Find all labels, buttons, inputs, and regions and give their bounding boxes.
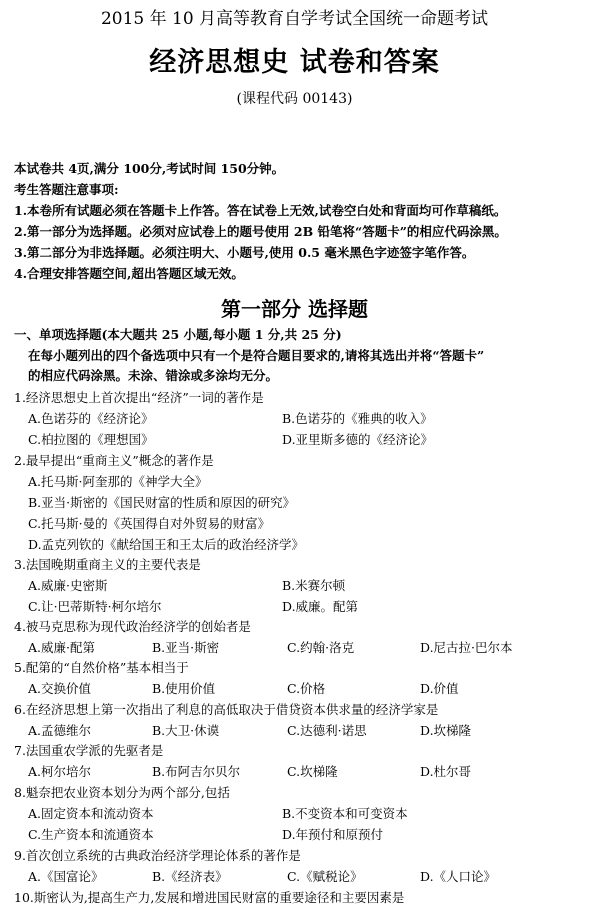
answer-option: A.托马斯·阿奎那的《神学大全》 (28, 474, 208, 489)
answer-option: C.约翰·洛克 (287, 640, 355, 655)
section-title: 第一部分 选择题 (221, 297, 368, 321)
answer-option: D.杜尔哥 (420, 764, 472, 779)
answer-option: A.孟德维尔 (28, 723, 92, 738)
answer-option: A.《国富论》 (28, 869, 104, 884)
answer-option: D.威廉。配第 (282, 599, 359, 614)
answer-option: A.威廉·配第 (28, 640, 95, 655)
question-stem: 7.法国重农学派的先驱者是 (14, 743, 164, 758)
answer-option: C.柏拉图的《理想国》 (28, 432, 154, 447)
answer-option: A.柯尔培尔 (28, 764, 92, 779)
answer-option: A.威廉·史密斯 (28, 578, 108, 593)
answer-option: B.色诺芬的《雅典的收入》 (282, 411, 433, 426)
answer-option: D.坎梯隆 (420, 723, 472, 738)
answer-option: D.《人口论》 (420, 869, 497, 884)
answer-option: B.不变资本和可变资本 (282, 806, 408, 821)
answer-option: C.达德利·诺思 (287, 723, 367, 738)
question-stem: 10.斯密认为,提高生产力,发展和增进国民财富的重要途径和主要因素是 (14, 890, 405, 905)
answer-option: A.交换价值 (28, 681, 92, 696)
answer-option: A.色诺芬的《经济论》 (28, 411, 154, 426)
answer-option: B.布阿吉尔贝尔 (152, 764, 241, 779)
directions-line: 在每小题列出的四个备选项中只有一个是符合题目要求的,请将其选出并将“答题卡” (28, 348, 485, 363)
question-stem: 5.配第的“自然价格”基本相当于 (14, 660, 189, 675)
answer-option: D.价值 (420, 681, 459, 696)
question-stem: 1.经济思想史上首次提出“经济”一词的著作是 (14, 390, 264, 405)
answer-option: B.亚当·斯密 (152, 640, 220, 655)
instruction-line: 本试卷共 4页,满分 100分,考试时间 150分钟。 (14, 161, 285, 176)
question-stem: 6.在经济思想上第一次指出了利息的高低取决于借贷资本供求量的经济学家是 (14, 702, 439, 717)
exam-header-line: 2015 年 10 月高等教育自学考试全国统一命题考试 (100, 9, 489, 29)
answer-option: D.亚里斯多德的《经济论》 (282, 432, 434, 447)
question-stem: 2.最早提出“重商主义”概念的著作是 (14, 453, 214, 468)
instruction-line: 3.第二部分为非选择题。必须注明大、小题号,使用 0.5 毫米黑色字迹签字笔作答。 (14, 245, 475, 260)
answer-option: B.《经济表》 (152, 869, 228, 884)
answer-option: A.固定资本和流动资本 (28, 806, 154, 821)
answer-option: C.生产资本和流通资本 (28, 827, 154, 842)
directions-line: 的相应代码涂黑。未涂、错涂或多涂均无分。 (28, 368, 279, 383)
answer-option: D.尼古拉·巴尔本 (420, 640, 513, 655)
instruction-line: 2.第一部分为选择题。必须对应试卷上的题号使用 2B 铅笔将“答题卡”的相应代码涂黑。 (14, 224, 507, 239)
question-stem: 4.被马克思称为现代政治经济学的创始者是 (14, 619, 251, 634)
answer-option: B.大卫·休谟 (152, 723, 220, 738)
answer-option: C.让·巴蒂斯特·柯尔培尔 (28, 599, 162, 614)
question-stem: 8.魁奈把农业资本划分为两个部分,包括 (14, 785, 230, 800)
question-stem: 3.法国晚期重商主义的主要代表是 (14, 557, 201, 572)
answer-option: C.《赋税论》 (287, 869, 363, 884)
instruction-line: 考生答题注意事项: (14, 182, 119, 197)
instruction-line: 4.合理安排答题空间,超出答题区域无效。 (14, 266, 244, 281)
page-title: 经济思想史 试卷和答案 (149, 47, 440, 78)
answer-option: C.价格 (287, 681, 326, 696)
instruction-line: 1.本卷所有试题必须在答题卡上作答。答在试卷上无效,试卷空白处和背面均可作草稿纸。 (14, 203, 507, 218)
answer-option: B.使用价值 (152, 681, 216, 696)
answer-option: C.托马斯·曼的《英国得自对外贸易的财富》 (28, 516, 271, 531)
course-code: (课程代码 00143) (236, 91, 353, 107)
answer-option: B.亚当·斯密的《国民财富的性质和原因的研究》 (28, 495, 296, 510)
answer-option: D.孟克列钦的《献给国王和王太后的政治经济学》 (28, 537, 305, 552)
answer-option: D.年预付和原预付 (282, 827, 384, 842)
question-stem: 9.首次创立系统的古典政治经济学理论体系的著作是 (14, 848, 301, 863)
answer-option: C.坎梯隆 (287, 764, 338, 779)
part-heading: 一、单项选择题(本大题共 25 小题,每小题 1 分,共 25 分) (14, 327, 342, 342)
answer-option: B.米赛尔顿 (282, 578, 346, 593)
